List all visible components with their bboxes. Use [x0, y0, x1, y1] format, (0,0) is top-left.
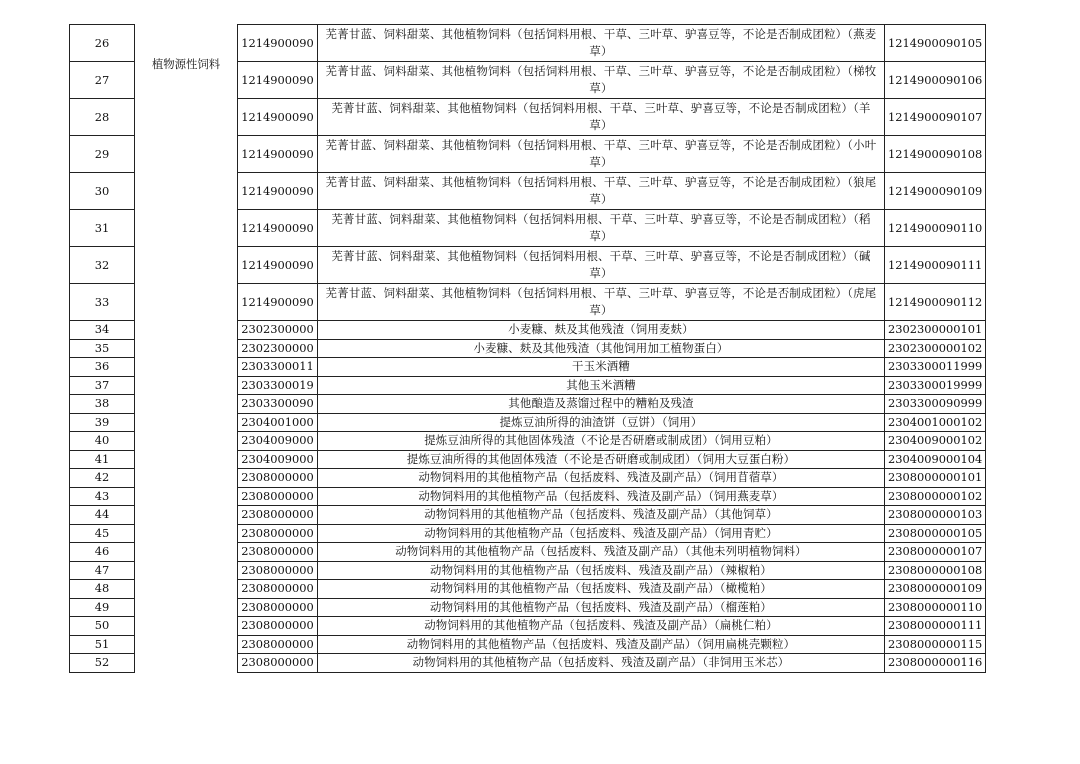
product-code: 2302300000101	[885, 321, 986, 340]
hs-code: 1214900090	[238, 62, 318, 99]
hs-code: 1214900090	[238, 247, 318, 284]
hs-code: 2304009000	[238, 450, 318, 469]
row-number: 49	[70, 598, 135, 617]
product-description: 芜菁甘蓝、饲料甜菜、其他植物饲料（包括饲料用根、干草、三叶草、驴喜豆等，不论是否制成团粒）（虎尾草）	[318, 284, 885, 321]
product-code: 2304001000102	[885, 413, 986, 432]
product-code: 2308000000109	[885, 580, 986, 599]
hs-code: 2308000000	[238, 598, 318, 617]
product-description: 动物饲料用的其他植物产品（包括废料、残渣及副产品）（辣椒粕）	[318, 561, 885, 580]
row-number: 51	[70, 635, 135, 654]
row-number: 31	[70, 210, 135, 247]
row-number: 32	[70, 247, 135, 284]
product-description: 动物饲料用的其他植物产品（包括废料、残渣及副产品）（饲用扁桃壳颗粒）	[318, 635, 885, 654]
row-number: 30	[70, 173, 135, 210]
product-code: 2304009000102	[885, 432, 986, 451]
product-code: 2308000000102	[885, 487, 986, 506]
product-code: 2303300011999	[885, 358, 986, 377]
hs-code: 2308000000	[238, 469, 318, 488]
hs-code: 2303300011	[238, 358, 318, 377]
row-number: 34	[70, 321, 135, 340]
product-code: 1214900090109	[885, 173, 986, 210]
hs-code: 2308000000	[238, 580, 318, 599]
product-code: 1214900090111	[885, 247, 986, 284]
row-number: 44	[70, 506, 135, 525]
product-description: 其他玉米酒糟	[318, 376, 885, 395]
product-code: 1214900090107	[885, 99, 986, 136]
product-description: 动物饲料用的其他植物产品（包括废料、残渣及副产品）（饲用燕麦草）	[318, 487, 885, 506]
product-code: 2308000000101	[885, 469, 986, 488]
product-description: 动物饲料用的其他植物产品（包括废料、残渣及副产品）（其他饲草）	[318, 506, 885, 525]
hs-code: 2302300000	[238, 321, 318, 340]
product-description: 芜菁甘蓝、饲料甜菜、其他植物饲料（包括饲料用根、干草、三叶草、驴喜豆等，不论是否制成团粒）（碱草）	[318, 247, 885, 284]
product-description: 小麦糠、麸及其他残渣（饲用麦麸）	[318, 321, 885, 340]
product-code: 2303300019999	[885, 376, 986, 395]
product-description: 芜菁甘蓝、饲料甜菜、其他植物饲料（包括饲料用根、干草、三叶草、驴喜豆等，不论是否制成团粒）（羊草）	[318, 99, 885, 136]
product-code: 2302300000102	[885, 339, 986, 358]
product-code: 2308000000111	[885, 617, 986, 636]
feed-product-table	[69, 24, 986, 673]
hs-code: 2308000000	[238, 524, 318, 543]
hs-code: 1214900090	[238, 99, 318, 136]
hs-code: 2304009000	[238, 432, 318, 451]
row-number: 43	[70, 487, 135, 506]
row-number: 38	[70, 395, 135, 414]
row-number: 27	[70, 62, 135, 99]
product-description: 提炼豆油所得的油渣饼（豆饼）（饲用）	[318, 413, 885, 432]
product-code: 2308000000108	[885, 561, 986, 580]
hs-code: 1214900090	[238, 25, 318, 62]
hs-code: 2303300090	[238, 395, 318, 414]
hs-code: 2308000000	[238, 543, 318, 562]
product-code: 2304009000104	[885, 450, 986, 469]
row-number: 46	[70, 543, 135, 562]
product-description: 芜菁甘蓝、饲料甜菜、其他植物饲料（包括饲料用根、干草、三叶草、驴喜豆等，不论是否制成团粒）（燕麦草）	[318, 25, 885, 62]
row-number: 41	[70, 450, 135, 469]
hs-code: 1214900090	[238, 173, 318, 210]
product-description: 其他酿造及蒸馏过程中的糟粕及残渣	[318, 395, 885, 414]
product-code: 1214900090105	[885, 25, 986, 62]
row-number: 52	[70, 654, 135, 673]
hs-code: 1214900090	[238, 284, 318, 321]
row-number: 47	[70, 561, 135, 580]
product-description: 干玉米酒糟	[318, 358, 885, 377]
row-number: 37	[70, 376, 135, 395]
product-code: 2308000000115	[885, 635, 986, 654]
product-code: 2308000000103	[885, 506, 986, 525]
row-number: 45	[70, 524, 135, 543]
row-number: 40	[70, 432, 135, 451]
product-description: 动物饲料用的其他植物产品（包括废料、残渣及副产品）（橄榄粕）	[318, 580, 885, 599]
row-number: 29	[70, 136, 135, 173]
product-code: 2308000000110	[885, 598, 986, 617]
product-code: 1214900090112	[885, 284, 986, 321]
product-description: 芜菁甘蓝、饲料甜菜、其他植物饲料（包括饲料用根、干草、三叶草、驴喜豆等，不论是否制成团粒）（小叶草）	[318, 136, 885, 173]
row-number: 48	[70, 580, 135, 599]
product-code: 2308000000105	[885, 524, 986, 543]
hs-code: 2303300019	[238, 376, 318, 395]
product-description: 提炼豆油所得的其他固体残渣（不论是否研磨或制成团）（饲用豆粕）	[318, 432, 885, 451]
row-number: 33	[70, 284, 135, 321]
product-description: 动物饲料用的其他植物产品（包括废料、残渣及副产品）（扁桃仁粕）	[318, 617, 885, 636]
product-code: 2303300090999	[885, 395, 986, 414]
hs-code: 2308000000	[238, 617, 318, 636]
row-number: 35	[70, 339, 135, 358]
product-code: 1214900090106	[885, 62, 986, 99]
row-number: 39	[70, 413, 135, 432]
hs-code: 2302300000	[238, 339, 318, 358]
hs-code: 2308000000	[238, 635, 318, 654]
product-description: 动物饲料用的其他植物产品（包括废料、残渣及副产品）（榴莲粕）	[318, 598, 885, 617]
table-body	[70, 25, 986, 673]
hs-code: 2308000000	[238, 506, 318, 525]
hs-code: 1214900090	[238, 136, 318, 173]
product-description: 动物饲料用的其他植物产品（包括废料、残渣及副产品）（其他未列明植物饲料）	[318, 543, 885, 562]
product-code: 1214900090108	[885, 136, 986, 173]
hs-code: 2304001000	[238, 413, 318, 432]
product-description: 动物饲料用的其他植物产品（包括废料、残渣及副产品）（饲用苜蓿草）	[318, 469, 885, 488]
hs-code: 2308000000	[238, 654, 318, 673]
row-number: 36	[70, 358, 135, 377]
product-description: 动物饲料用的其他植物产品（包括废料、残渣及副产品）（饲用青贮）	[318, 524, 885, 543]
product-description: 动物饲料用的其他植物产品（包括废料、残渣及副产品）（非饲用玉米芯）	[318, 654, 885, 673]
table-row	[70, 25, 986, 62]
product-description: 芜菁甘蓝、饲料甜菜、其他植物饲料（包括饲料用根、干草、三叶草、驴喜豆等，不论是否制成团粒）（稻草）	[318, 210, 885, 247]
row-number: 28	[70, 99, 135, 136]
product-code: 2308000000107	[885, 543, 986, 562]
row-number: 42	[70, 469, 135, 488]
hs-code: 1214900090	[238, 210, 318, 247]
product-code: 2308000000116	[885, 654, 986, 673]
product-description: 芜菁甘蓝、饲料甜菜、其他植物饲料（包括饲料用根、干草、三叶草、驴喜豆等，不论是否制成团粒）（狼尾草）	[318, 173, 885, 210]
hs-code: 2308000000	[238, 561, 318, 580]
hs-code: 2308000000	[238, 487, 318, 506]
row-number: 50	[70, 617, 135, 636]
product-description: 小麦糠、麸及其他残渣（其他饲用加工植物蛋白）	[318, 339, 885, 358]
row-number: 26	[70, 25, 135, 62]
category-label: 植物源性饲料	[151, 56, 221, 71]
product-description: 提炼豆油所得的其他固体残渣（不论是否研磨或制成团）（饲用大豆蛋白粉）	[318, 450, 885, 469]
product-code: 1214900090110	[885, 210, 986, 247]
product-description: 芜菁甘蓝、饲料甜菜、其他植物饲料（包括饲料用根、干草、三叶草、驴喜豆等，不论是否制成团粒）（梯牧草）	[318, 62, 885, 99]
